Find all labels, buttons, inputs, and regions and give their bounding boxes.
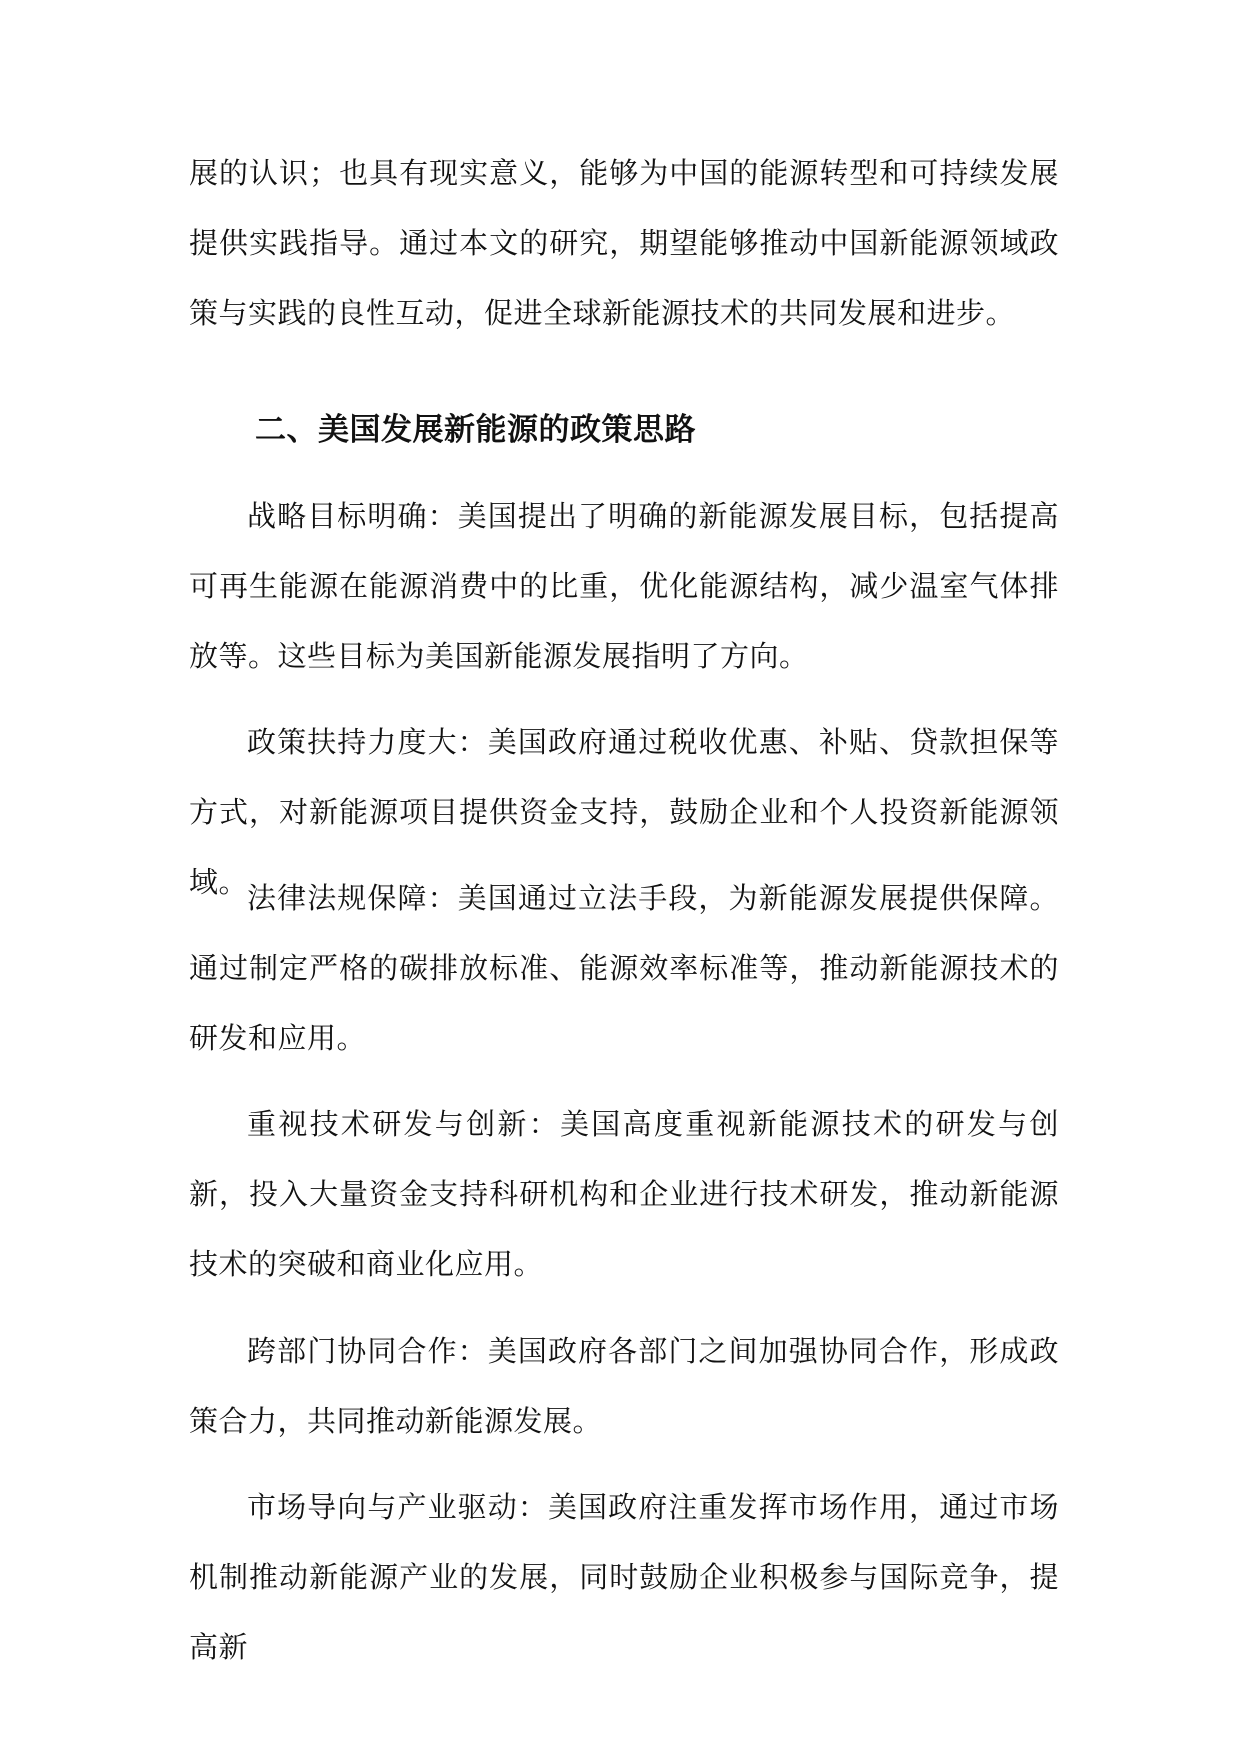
paragraph-policy-support: 政策扶持力度大：美国政府通过税收优惠、补贴、贷款担保等方式，对新能源项目提供资金支持，鼓励企业和个人投资新能源领域。 bbox=[189, 725, 1059, 899]
paragraph-strategic-goals: 战略目标明确：美国提出了明确的新能源发展目标，包括提高可再生能源在能源消费中的比重，优化能源结构，减少温室气体排放等。这些目标为美国新能源发展指明了方向。 bbox=[189, 499, 1059, 673]
paragraph-legal-guarantee: 法律法规保障：美国通过立法手段，为新能源发展提供保障。通过制定严格的碳排放标准、能源效率标准等，推动新能源技术的研发和应用。 bbox=[189, 881, 1059, 1055]
paragraph-rd-innovation: 重视技术研发与创新：美国高度重视新能源技术的研发与创新，投入大量资金支持科研机构和企业进行技术研发，推动新能源技术的突破和商业化应用。 bbox=[189, 1107, 1059, 1281]
paragraph-market-oriented: 市场导向与产业驱动：美国政府注重发挥市场作用，通过市场机制推动新能源产业的发展，同时鼓励企业积极参与国际竞争，提高新 bbox=[189, 1490, 1059, 1664]
paragraph-cross-department: 跨部门协同合作：美国政府各部门之间加强协同合作，形成政策合力，共同推动新能源发展。 bbox=[189, 1334, 1059, 1438]
intro-paragraph: 展的认识；也具有现实意义，能够为中国的能源转型和可持续发展提供实践指导。通过本文的研究，期望能够推动中国新能源领域政策与实践的良性互动，促进全球新能源技术的共同发展和进步。 bbox=[189, 156, 1059, 330]
section-heading: 二、美国发展新能源的政策思路 bbox=[255, 412, 696, 448]
